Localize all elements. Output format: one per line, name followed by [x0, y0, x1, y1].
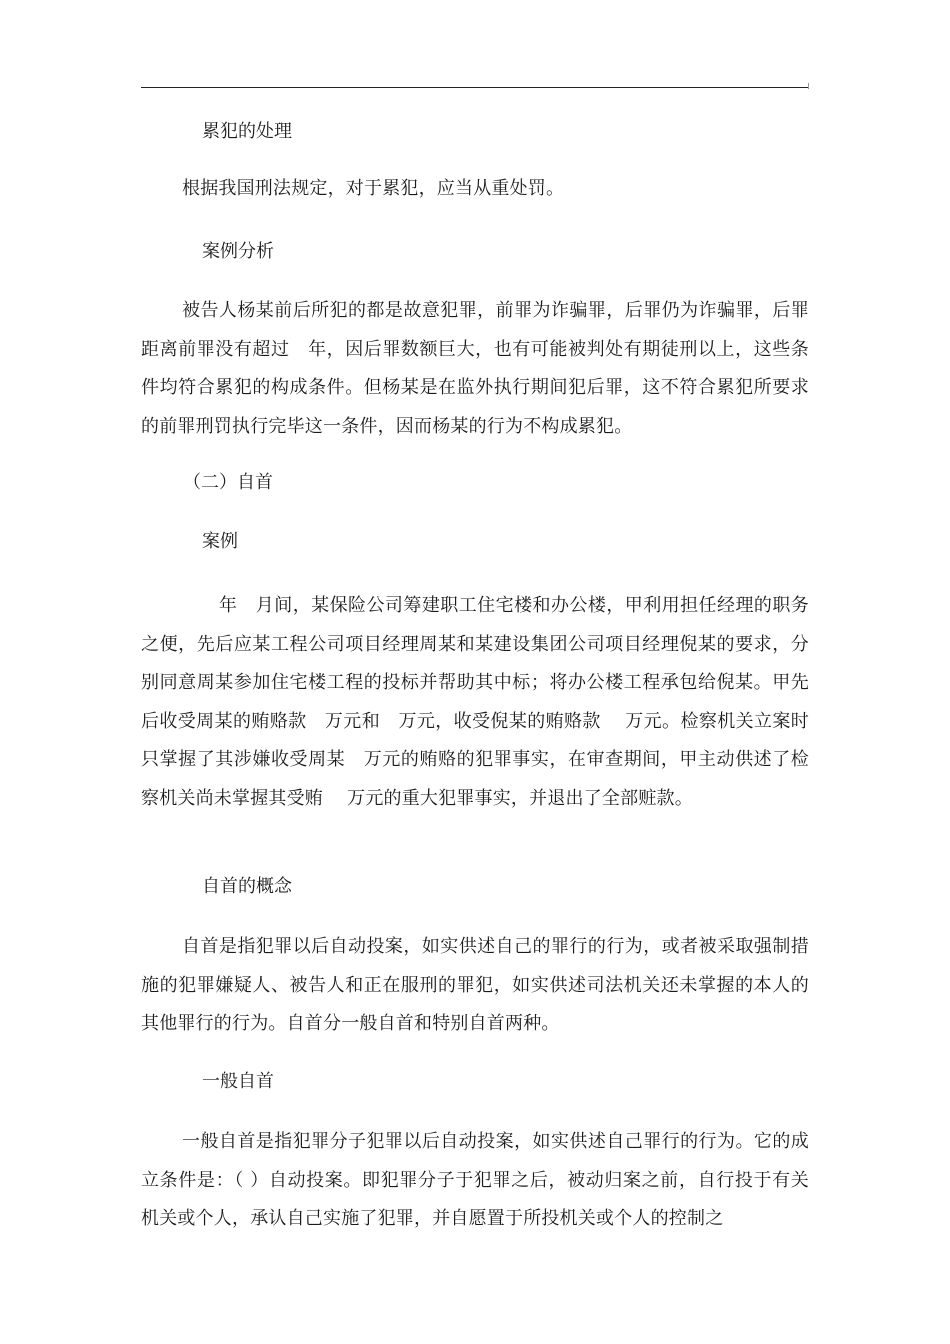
header-rule-mark [808, 83, 809, 89]
heading-case: 案例 [202, 531, 238, 552]
heading-surrender: （二）自首 [183, 472, 273, 493]
paragraph-recidivism-rule: 根据我国刑法规定，对于累犯，应当从重处罚。 [182, 178, 565, 199]
header-rule [141, 87, 809, 88]
paragraph-general-surrender: 一般自首是指犯罪分子犯罪以后自动投案，如实供述自己罪行的行为。它的成立条件是：（ ）自动投案。即犯罪分子于犯罪之后，被动归案之前，自行投于有关机关或个人，承认自己实施了犯罪，并自愿置于所投机关或个人的控制之 [141, 1131, 809, 1229]
heading-surrender-concept: 自首的概念 [202, 876, 292, 897]
heading-general-surrender: 一般自首 [202, 1071, 274, 1092]
paragraph-case: 年 月间，某保险公司筹建职工住宅楼和办公楼，甲利用担任经理的职务之便，先后应某工程公司项目经理周某和某建设集团公司项目经理倪某的要求，分别同意周某参加住宅楼工程的投标并帮助其中标；将办公楼工程承包给倪某。甲先后收受周某的贿赂款 万元和 万元，收受倪某的贿赂款 万元。检察机关立案时只掌握了其涉嫌收受周某 万元的贿赂的犯罪事实，在审查期间，甲主动供述了检察机关尚未掌握其受贿 万元的重大犯罪事实，并退出了全部赃款。 [141, 595, 809, 809]
heading-case-analysis: 案例分析 [202, 241, 274, 262]
paragraph-case-analysis: 被告人杨某前后所犯的都是故意犯罪，前罪为诈骗罪，后罪仍为诈骗罪，后罪距离前罪没有超过 年，因后罪数额巨大，也有可能被判处有期徒刑以上，这些条件均符合累犯的构成条件。但杨某是在监外执行期间犯后罪，这不符合累犯所要求的前罪刑罚执行完毕这一条件，因而杨某的行为不构成累犯。 [141, 300, 809, 437]
paragraph-surrender-concept: 自首是指犯罪以后自动投案，如实供述自己的罪行的行为，或者被采取强制措施的犯罪嫌疑人、被告人和正在服刑的罪犯，如实供述司法机关还未掌握的本人的其他罪行的行为。自首分一般自首和特别自首两种。 [141, 936, 809, 1034]
heading-recidivism-handling: 累犯的处理 [202, 121, 292, 142]
